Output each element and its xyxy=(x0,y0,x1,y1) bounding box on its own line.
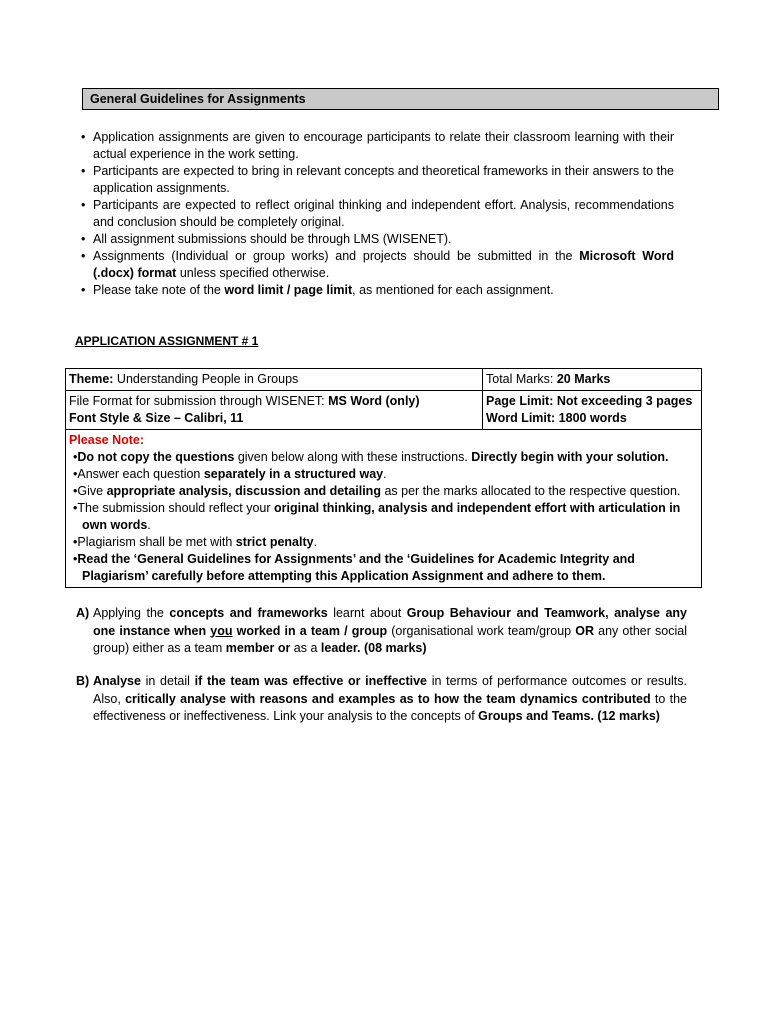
table-row xyxy=(66,369,702,391)
guidelines-heading: General Guidelines for Assignments xyxy=(82,88,719,110)
table-row xyxy=(66,391,702,430)
limits-cell: Page Limit: Not exceeding 3 pages Word Limit: 1800 words xyxy=(483,391,702,430)
theme-cell: Theme: Understanding People in Groups xyxy=(66,369,483,391)
please-note-label: Please Note: xyxy=(69,433,145,447)
list-item: • All assignment submissions should be through LMS (WISENET). xyxy=(80,231,674,248)
list-item: • Participants are expected to bring in relevant concepts and theoretical frameworks in their answers to the application assignments. xyxy=(80,163,674,197)
list-item: •Give appropriate analysis, discussion and detailing as per the marks allocated to the respective question. xyxy=(73,484,681,498)
assignment-info-table xyxy=(65,368,702,588)
total-marks-cell: Total Marks: 20 Marks xyxy=(483,369,702,391)
list-item: •Do not copy the questions given below along with these instructions. Directly begin with your solution. xyxy=(73,450,669,464)
guidelines-list xyxy=(80,129,674,299)
list-item: •Plagiarism shall be met with strict penalty. xyxy=(73,535,318,549)
list-item: • Participants are expected to reflect original thinking and independent effort. Analysis, recommendations and conclusion should be completely original. xyxy=(80,197,674,231)
list-item: •Answer each question separately in a structured way. xyxy=(73,467,387,481)
file-format-cell: File Format for submission through WISENET: MS Word (only) Font Style & Size – Calibri, 11 xyxy=(66,391,483,430)
list-item: •Read the ‘General Guidelines for Assignments’ and the ‘Guidelines for Academic Integrity and Plagiarism’ carefully before attempting this Application Assignment and adhere to them. xyxy=(73,552,635,583)
assignment-title: APPLICATION ASSIGNMENT # 1 xyxy=(75,334,259,348)
list-item: • Application assignments are given to encourage participants to relate their classroom learning with their actual experience in the work setting. xyxy=(80,129,674,163)
table-row xyxy=(66,430,702,588)
question-b: B) Analyse in detail if the team was effective or ineffective in terms of performance outcomes or results. Also, critically analyse with reasons and examples as to how the team dynamics contributed to the effectiveness or ineffectiveness. Link your analysis to the concepts of Groups and Teams. (12 marks) xyxy=(76,674,688,723)
notes-cell xyxy=(66,430,702,588)
list-item: • Assignments (Individual or group works) and projects should be submitted in the Microsoft Word (.docx) format unless specified otherwise. xyxy=(80,248,674,282)
list-item: • Please take note of the word limit / page limit, as mentioned for each assignment. xyxy=(80,282,674,299)
question-a: A) Applying the concepts and frameworks learnt about Group Behaviour and Teamwork, analyse any one instance when you worked in a team / group (organisational work team/group OR any other social group) either as a team member or as a leader. (08 marks) xyxy=(76,606,688,655)
list-item: •The submission should reflect your original thinking, analysis and independent effort with articulation in own words. xyxy=(73,501,681,532)
